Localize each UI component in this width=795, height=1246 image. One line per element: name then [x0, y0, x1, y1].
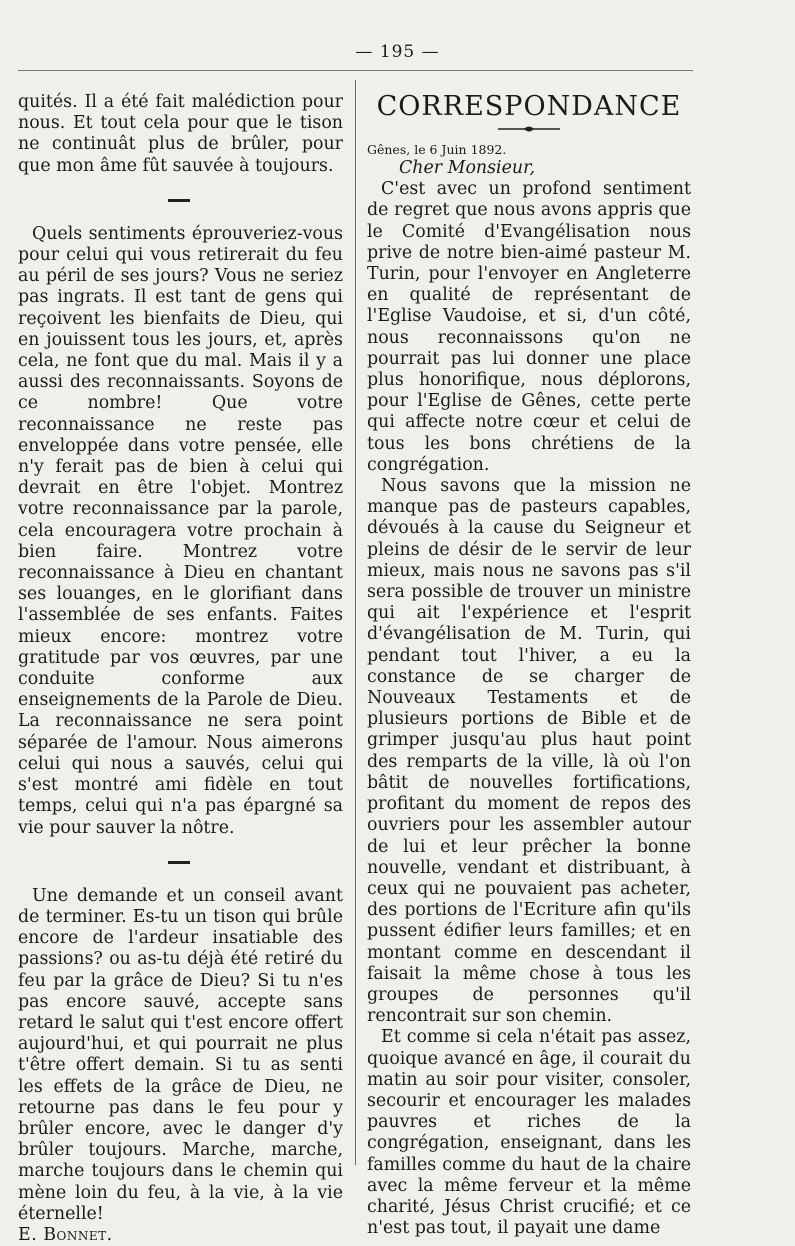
section-title: CORRESPONDANCE	[376, 91, 682, 122]
right-paragraph-2: Nous savons que la mission ne manque pas de pasteurs capables, dévoués à la cause du Seigneur et pleins de désir de le servir de leur mieux, mais nous ne savons pas s'il sera possible de trouver un ministre qui ait l'expérience et l'esprit d'évangélisation de M. Turin, qui pendant tout l'hiver, a eu la constance de se charger de Nouveaux Testaments et de plusieurs portions de Bible et de grimper jusqu'au plus haut point des remparts de la ville, là où l'on bâtit de nouvelles fortifications, profitant du moment de repos des ouvriers pour les assembler autour de lui et leur prêcher la bonne nouvelle, vendant et distribuant, à ceux qui ne pouvaient pas acheter, des portions de l'Ecriture afin qu'ils pussent édifier leurs familles; et en montant comme en descendant il faisait la même chose à tous les groupes de personnes qu'il rencontrait sur son chemin.	[367, 476, 691, 1027]
left-paragraph-3: Une demande et un conseil avant de terminer. Es-tu un tison qui brûle encore de l'ardeur insatiable des passions? ou as-tu déjà été retiré du feu par la grâce de Dieu? Si tu n'es pas encore sauvé, accepte sans retard le salut qui t'est encore offert aujourd'hui, et qui pourrait ne plus t'être offert demain. Si tu as senti les effets de la grâce de Dieu, ne retourne pas dans le feu pour y brûler encore, avec le danger d'y brûler toujours. Marche, marche, marche toujours dans le chemin qui mène loin du feu, à la vie, à la vie éternelle!	[18, 885, 343, 1224]
header-rule	[18, 70, 693, 71]
right-paragraph-1: C'est avec un profond sentiment de regret que nous avons appris que le Comité d'Evangélisation nous prive de notre bien-aimé pasteur M. Turin, pour l'envoyer en Angleterre en qualité de représentant de l'Eglise Vaudoise, et si, d'un côté, nous reconnaissons qu'on ne pourrait pas lui donner une place plus honorifique, nous déplorons, pour l'Eglise de Gênes, cette perte qui affecte notre cœur et celui de tous les bons chrétiens de la congrégation.	[367, 179, 691, 475]
section-separator	[168, 199, 190, 202]
letter-salutation: Cher Monsieur,	[399, 158, 536, 178]
letter-dateline: Gênes, le 6 Juin 1892.	[367, 142, 507, 157]
column-divider	[355, 80, 356, 1165]
right-column	[367, 92, 691, 1239]
author-signature: E. Bonnet.	[18, 1224, 113, 1245]
right-paragraph-3: Et comme si cela n'était pas assez, quoique avancé en âge, il courait du matin au soir pour visiter, consoler, secourir et encourager les malades pauvres et riches de la congrégation, enseignant, dans les familles comme du haut de la chaire avec la même ferveur et la même charité, Jésus Christ crucifié; et ce n'est pas tout, il payait une dame	[367, 1027, 691, 1239]
title-ornament	[494, 124, 564, 134]
page-number: — 195 —	[355, 42, 440, 62]
left-paragraph-1: quités. Il a été fait malédiction pour nous. Et tout cela pour que le tison ne continuât plus de brûler, pour que mon âme fût sauvée à toujours.	[18, 92, 343, 176]
section-separator	[168, 861, 190, 864]
left-column	[18, 92, 343, 1246]
left-paragraph-2: Quels sentiments éprouveriez-vous pour celui qui vous retirerait du feu au péril de ses jours? Vous ne seriez pas ingrats. Il est tant de gens qui reçoivent les bienfaits de Dieu, qui en jouissent tous les jours, et, après cela, ne font que du mal. Mais il y a aussi des reconnaissants. Soyons de ce nombre! Que votre reconnaissance ne reste pas enveloppée dans votre pensée, elle n'y ferait pas de bien à celui qui devrait en être l'objet. Montrez votre reconnaissance par la parole, cela encouragera votre prochain à bien faire. Montrez votre reconnaissance à Dieu en chantant ses louanges, en le glorifiant dans l'assemblée de ses enfants. Faites mieux encore: montrez votre gratitude par vos œuvres, par une conduite conforme aux enseignements de la Parole de Dieu. La reconnaissance ne sera point séparée de l'amour. Nous aimerons celui qui nous a sauvés, celui qui s'est montré ami fidèle en tout temps, celui qui n'a pas épargné sa vie pour sauver la nôtre.	[18, 223, 343, 838]
